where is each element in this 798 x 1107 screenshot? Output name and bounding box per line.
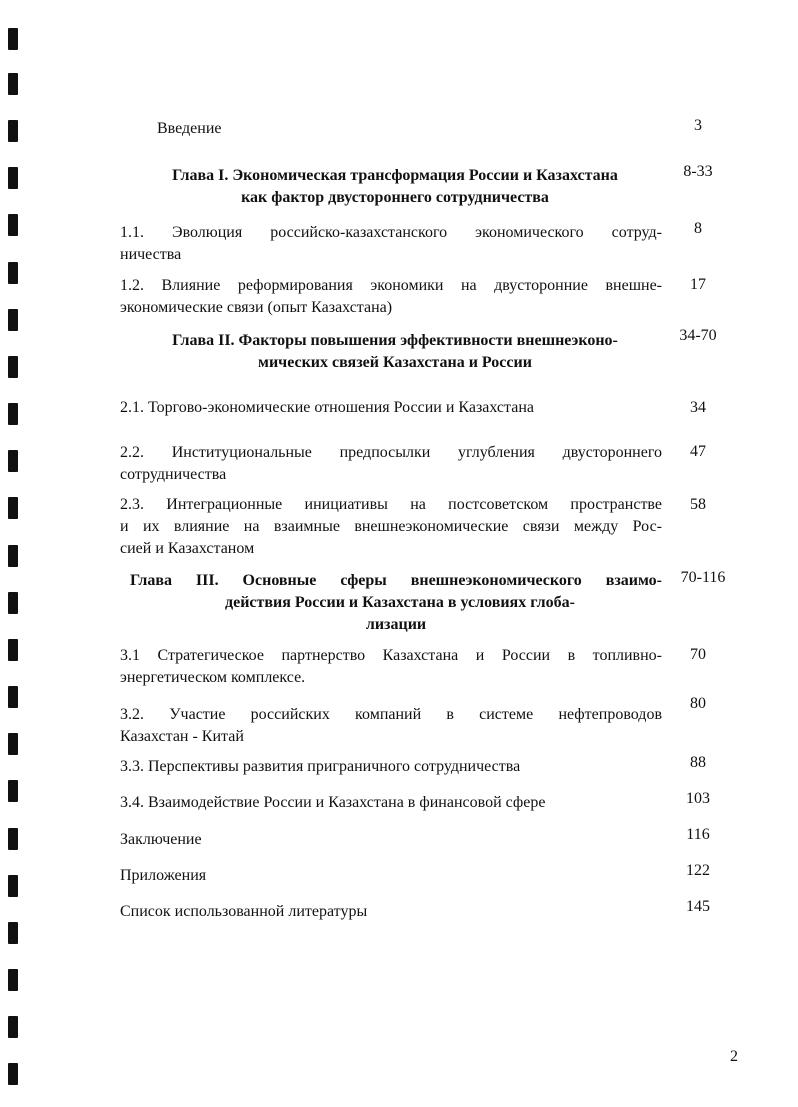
toc-section-3-4-page: 103 — [686, 790, 710, 807]
toc-appendices-page: 122 — [686, 862, 710, 879]
binding-hole — [8, 875, 18, 897]
toc-section-3-2-page: 80 — [690, 695, 706, 712]
binding-hole — [8, 497, 18, 519]
toc-conclusion-title: Заключение — [120, 831, 202, 848]
toc-references-page: 145 — [686, 898, 710, 915]
binding-hole — [8, 780, 18, 802]
toc-chapter-1-title: Глава I. Экономическая трансформация России и Казахстана как фактор двустороннего сотрудничества — [172, 167, 618, 206]
toc-section-1-2-page: 17 — [690, 276, 706, 293]
toc-section-3-2: 3.2. Участие российских компаний в системе нефтепроводов Казахстан - Китай — [120, 706, 662, 745]
binding-hole — [8, 262, 18, 284]
toc-section-1-2: 1.2. Влияние реформирования экономики на двусторонние внешне- экономические связи (опыт Казахстана) — [120, 277, 662, 316]
toc-chapter-3-title: Глава III. Основные сферы внешнеэкономического взаимо- действия России и Казахстана в условиях глоба- лизации — [130, 572, 662, 633]
binding-hole — [8, 922, 18, 944]
binding-hole — [8, 28, 18, 50]
binding-hole — [8, 686, 18, 708]
binding-hole — [8, 969, 18, 991]
binding-holes — [8, 0, 18, 1107]
toc-section-3-3-page: 88 — [690, 754, 706, 771]
toc-chapter-3-page: 70-116 — [680, 569, 726, 586]
toc-section-2-1: 2.1. Торгово-экономические отношения России и Казахстана — [120, 399, 534, 416]
binding-hole — [8, 450, 18, 472]
binding-hole — [8, 403, 18, 425]
binding-hole — [8, 73, 18, 95]
toc-section-1-1-page: 8 — [694, 220, 702, 237]
binding-hole — [8, 733, 18, 755]
binding-hole — [8, 214, 18, 236]
toc-section-2-2-page: 47 — [690, 443, 706, 460]
binding-hole — [8, 1016, 18, 1038]
toc-section-2-3-page: 58 — [690, 496, 706, 513]
binding-hole — [8, 120, 18, 142]
binding-hole — [8, 828, 18, 850]
binding-hole — [8, 592, 18, 614]
toc-section-3-3: 3.3. Перспективы развития приграничного сотрудничества — [120, 758, 521, 775]
toc-section-2-3: 2.3. Интеграционные инициативы на постсоветском пространстве и их влияние на взаимные внешнеэкономические связи между Рос- сией и Казахстаном — [120, 496, 662, 557]
toc-conclusion-page: 116 — [686, 826, 710, 843]
toc-section-3-1-page: 70 — [690, 646, 706, 663]
toc-references-title: Список использованной литературы — [120, 903, 368, 920]
toc-chapter-2-title: Глава II. Факторы повышения эффективности внешнеэконо- мических связей Казахстана и России — [172, 332, 618, 371]
binding-hole — [8, 545, 18, 567]
toc-section-3-1: 3.1 Стратегическое партнерство Казахстана и России в топливно- энергетическом комплексе. — [120, 647, 662, 686]
binding-hole — [8, 309, 18, 331]
toc-section-1-1: 1.1. Эволюция российско-казахстанского экономического сотруд- ничества — [120, 224, 662, 263]
page-number: 2 — [730, 1048, 738, 1065]
toc-section-2-2: 2.2. Институциональные предпосылки углубления двустороннего сотрудничества — [120, 444, 662, 483]
toc-section-2-1-page: 34 — [690, 399, 706, 416]
binding-hole — [8, 356, 18, 378]
toc-chapter-1-page: 8-33 — [683, 163, 713, 180]
binding-hole — [8, 639, 18, 661]
toc-section-3-4: 3.4. Взаимодействие России и Казахстана в финансовой сфере — [120, 794, 546, 811]
toc-appendices-title: Приложения — [120, 867, 207, 884]
toc-chapter-2-page: 34-70 — [679, 327, 717, 344]
toc-intro-page: 3 — [694, 117, 702, 134]
toc-intro-title: Введение — [157, 120, 222, 137]
binding-hole — [8, 1063, 18, 1085]
binding-hole — [8, 167, 18, 189]
